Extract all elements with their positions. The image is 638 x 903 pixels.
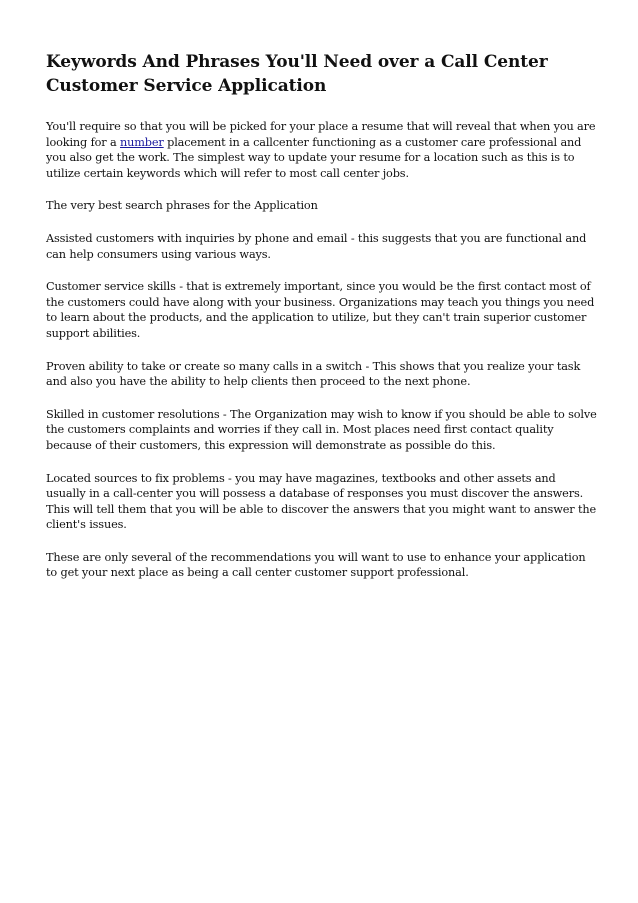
number-link[interactable]: number — [119, 135, 164, 149]
paragraph-customer-service-skills: Customer service skills - that is extremely important, since you would be the first contact most of the customers could have along with your business. Organizations may teach you things you need to learn about the products, and the application to utilize, but they can't train superior customer support abilities. — [46, 280, 595, 340]
intro-paragraph — [46, 119, 598, 181]
intro-text-after-link: placement in a callcenter functioning as a customer care professional and you also get the work. The simplest way to update your resume for a location such as this is to utilize certain keywords which will refer to most call center jobs. — [46, 135, 582, 180]
paragraph-located-sources: Located sources to fix problems - you may have magazines, textbooks and other assets and usually in a call-center you will possess a database of responses you must discover the answers. This will tell them that you will be able to discover the answers that you might want to answer the client's issues. — [46, 471, 597, 532]
document-title: Keywords And Phrases You'll Need over a Call Center Customer Service Application — [46, 52, 548, 96]
section-heading-search-phrases: The very best search phrases for the Application — [46, 199, 318, 213]
paragraph-conclusion: These are only several of the recommendations you will want to use to enhance your application to get your next place as being a call center customer support professional. — [46, 550, 586, 580]
paragraph-proven-ability: Proven ability to take or create so many calls in a switch - This shows that you realize your task and also you have the ability to help clients then proceed to the next phone. — [46, 359, 581, 389]
document-page — [46, 50, 598, 598]
intro-text-before-link: You'll require so that you will be picked for your place a resume that will reveal that when you are looking for a — [46, 120, 596, 149]
paragraph-customer-resolutions: Skilled in customer resolutions - The Organization may wish to know if you should be able to solve the customers complaints and worries if they call in. Most places need first contact quality because of their customers, this expression will demonstrate as possible do this. — [46, 407, 597, 452]
paragraph-assisted-customers: Assisted customers with inquiries by phone and email - this suggests that you are functional and can help consumers using various ways. — [46, 231, 587, 261]
